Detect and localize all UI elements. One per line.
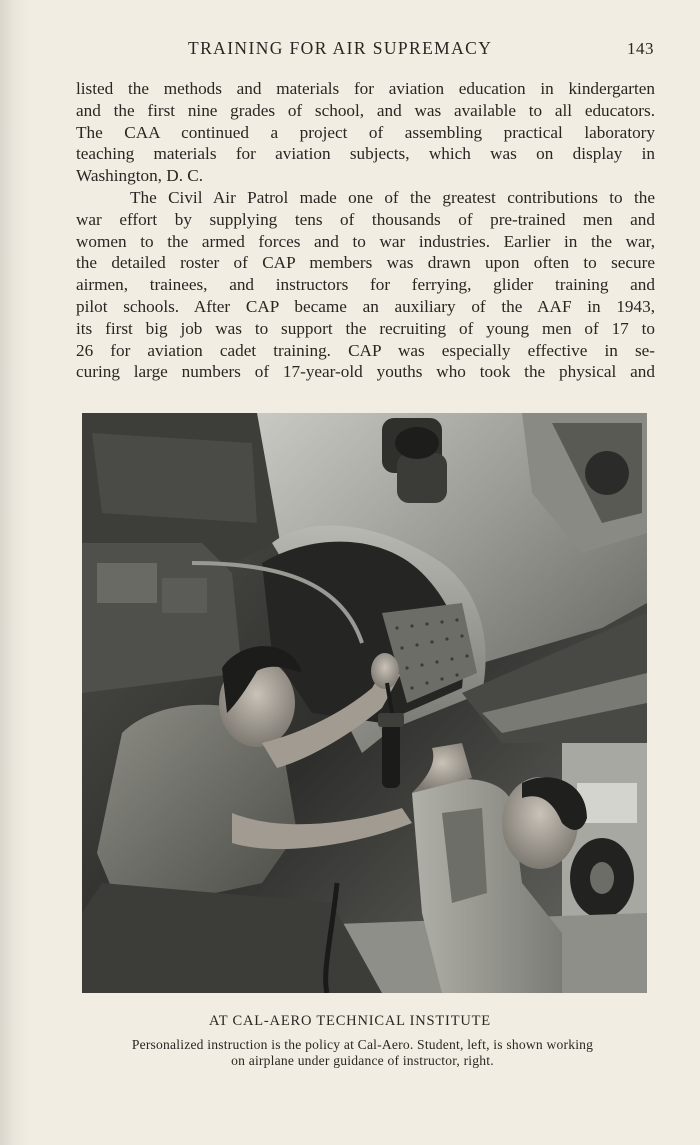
body-text [76,78,655,383]
text-line: Washington, D. C. [76,166,204,186]
running-title: TRAINING FOR AIR SUPREMACY [188,38,493,58]
figure-caption-title: AT CAL-AERO TECHNICAL INSTITUTE [209,1013,491,1029]
text-line: 26 for aviation cadet training. CAP was especially effective in se- [76,340,655,360]
running-head [76,38,656,60]
text-line: listed the methods and materials for aviation education in kindergarten [76,79,655,98]
text-line: war effort by supplying tens of thousands of pre-trained men and [76,209,655,229]
text-line: its first big job was to support the recruiting of young men of 17 to [76,318,655,338]
caption-line: Personalized instruction is the policy at Cal-Aero. Student, left, is shown working [131,1037,594,1052]
paragraph-1 [76,78,655,187]
photo-illustration [82,413,647,993]
text-line: the detailed roster of CAP members was drawn upon often to secure [76,253,655,273]
text-line: The CAA continued a project of assembling practical laboratory [76,122,655,142]
text-line: and the first nine grades of school, and was available to all educators. [76,100,655,120]
caption-line: on airplane under guidance of instructor, right. [231,1053,494,1068]
text-line: women to the armed forces and to war industries. Earlier in the war, [76,231,655,251]
text-line: curing large numbers of 17-year-old youths who took the physical and [76,362,655,382]
text-line: airmen, trainees, and instructors for ferrying, glider training and [76,275,655,295]
paragraph-2 [76,187,655,383]
text-line: pilot schools. After CAP became an auxiliary of the AAF in 1943, [76,296,655,316]
text-line: teaching materials for aviation subjects, which was on display in [76,144,655,164]
figure-caption [70,1037,655,1069]
page-number: 143 [627,39,654,58]
text-line: The Civil Air Patrol made one of the greatest contributions to the [130,187,655,207]
photograph-mechanics-working-on-airplane [82,413,647,993]
